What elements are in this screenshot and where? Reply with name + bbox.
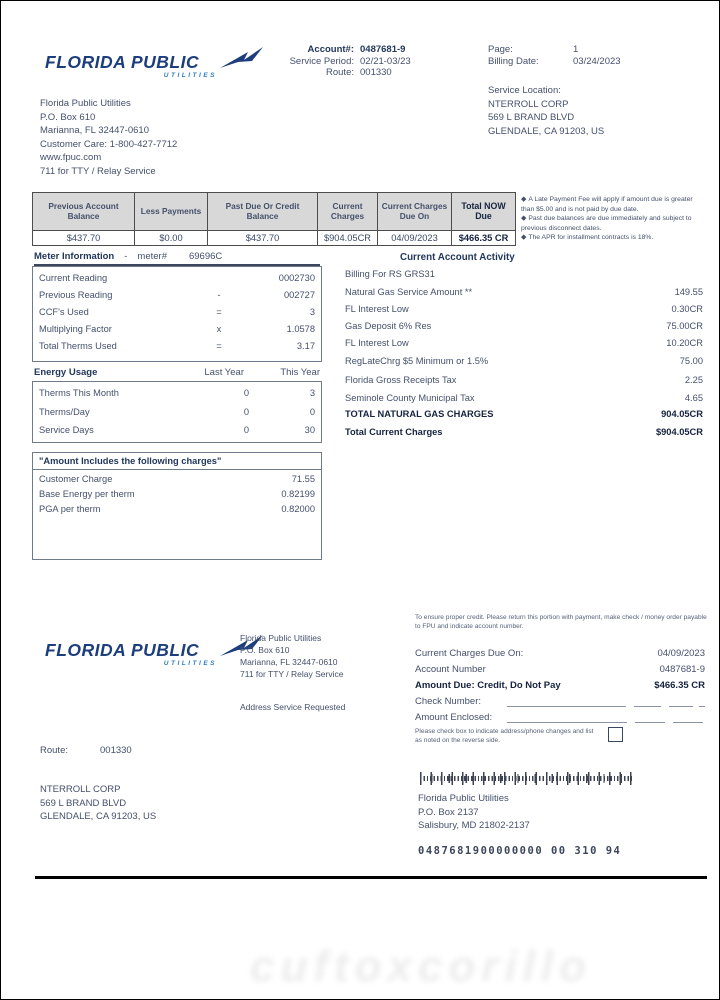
activity-row: FL Interest Low 10.20CR (345, 338, 703, 348)
account-number-label: Account#: (307, 44, 354, 55)
fpu-logo-subtext: UTILITIES (163, 72, 217, 79)
check-number-field[interactable] (699, 696, 705, 707)
total-now-due-value: $466.35 CR (452, 231, 516, 246)
this-year-col: This Year (280, 367, 320, 378)
address-change-note: Please check box to indicate address/phone changes and list as noted on the reverse side. (415, 728, 594, 744)
billing-date-value: 03/24/2023 (573, 55, 621, 67)
activity-row: Billing For RS GRS31 (345, 269, 435, 279)
fpu-logo-text: FLORIDA PUBLIC (45, 640, 200, 660)
remit-instructions: To ensure proper credit. Please return this portion with payment, make check / money order payable to FPU and indicate account number. (415, 614, 707, 630)
activity-total-row: TOTAL NATURAL GAS CHARGES 904.05CR (345, 409, 703, 419)
service-period-label: Service Period: (289, 55, 354, 67)
check-number-field[interactable] (634, 696, 662, 707)
remit-address-line: Salisbury, MD 21802-2137 (418, 820, 530, 831)
stub-company-line: Florida Public Utilities (240, 633, 322, 643)
check-number-field[interactable] (507, 696, 626, 707)
meter-info-header (34, 251, 320, 266)
meter-row: CCF's Used = 3 (39, 307, 315, 317)
company-address-line: P.O. Box 610 (40, 111, 96, 123)
activity-row: Gas Deposit 6% Res 75.00CR (345, 321, 703, 331)
col-current-charges: Current Charges (318, 193, 378, 231)
amount-enclosed-label: Amount Enclosed: (415, 712, 493, 723)
service-location-line: GLENDALE, CA 91203, US (488, 125, 605, 137)
amount-enclosed-field[interactable] (507, 712, 627, 723)
included-charge-row: PGA per therm 0.82000 (39, 504, 315, 514)
stub-route-label: Route: (40, 745, 68, 756)
current-charges-value: $904.05CR (318, 231, 378, 246)
energy-usage-title: Energy Usage (34, 367, 98, 378)
page-info-block (488, 44, 668, 67)
page-value: 1 (573, 44, 579, 55)
ocr-scan-line: 0487681900000000 00 310 94 (418, 845, 622, 857)
account-activity-title: Current Account Activity (400, 252, 515, 263)
meter-number-value: 69696C (188, 251, 223, 262)
meter-info-title: Meter Information (34, 251, 115, 262)
meter-row: Previous Reading - 002727 (39, 290, 315, 300)
tty-relay-line: 711 for TTY / Relay Service (40, 165, 156, 177)
balance-summary-table (32, 192, 516, 246)
charges-due-on-value: 04/09/2023 (378, 231, 452, 246)
stub-company-line: 711 for TTY / Relay Service (240, 669, 344, 679)
meter-row: Current Reading 0002730 (39, 273, 315, 283)
company-address-line: Marianna, FL 32447-0610 (40, 125, 149, 136)
route-value: 001330 (360, 67, 392, 78)
activity-row: RegLateChrg $5 Minimum or 1.5% 75.00 (345, 356, 703, 366)
fpu-logo-stub (45, 640, 245, 682)
check-number-field[interactable] (669, 696, 693, 707)
past-due-value: $437.70 (208, 231, 318, 246)
activity-row: Natural Gas Service Amount ** 149.55 (345, 287, 703, 297)
account-number-value: 0487681-9 (360, 44, 406, 55)
meter-readings-box (32, 266, 322, 362)
fpu-logo (45, 52, 245, 94)
stub-company-address (240, 632, 343, 680)
service-period-value: 02/21-03/23 (360, 55, 411, 67)
included-charge-row: Base Energy per therm 0.82199 (39, 489, 315, 499)
activity-row: Florida Gross Receipts Tax 2.25 (345, 375, 703, 385)
stub-company-line: P.O. Box 610 (240, 645, 290, 655)
meter-row: Total Therms Used = 3.17 (39, 341, 315, 351)
account-info-block (282, 44, 411, 79)
stub-route-value: 001330 (100, 745, 132, 756)
customer-address-line: GLENDALE, CA 91203, US (40, 811, 157, 822)
col-past-due: Past Due Or Credit Balance (208, 193, 318, 231)
service-location-line: NTERROLL CORP (488, 98, 569, 110)
meter-info-dash: - (124, 251, 128, 262)
note-late-payment: ◆ A Late Payment Fee will apply if amount due is greater than $5.00 and is not paid by due date. (521, 196, 693, 213)
included-charges-box (32, 452, 322, 560)
company-address-block (40, 97, 177, 178)
service-location-block (488, 84, 604, 138)
col-less-payments: Less Payments (135, 193, 208, 231)
meter-row: Multiplying Factor x 1.0578 (39, 324, 315, 334)
last-year-col: Last Year (204, 367, 244, 378)
company-address-line: Florida Public Utilities (40, 98, 131, 109)
energy-usage-header (34, 367, 320, 378)
stub-divider-line (35, 876, 707, 879)
stub-customer-address (40, 783, 156, 824)
service-location-label: Service Location: (488, 85, 561, 96)
address-change-checkbox[interactable] (608, 727, 623, 742)
stub-due-date-row: Current Charges Due On: 04/09/2023 (415, 648, 705, 659)
activity-grand-total-row: Total Current Charges $904.05CR (345, 427, 703, 437)
billing-date-label: Billing Date: (488, 55, 539, 67)
route-label: Route: (326, 67, 354, 78)
check-number-row (415, 696, 705, 708)
included-charges-title: "Amount Includes the following charges" (33, 453, 321, 470)
check-number-label: Check Number: (415, 696, 481, 707)
activity-row: Seminole County Municipal Tax 4.65 (345, 393, 703, 403)
energy-row: Service Days 0 30 (39, 425, 315, 435)
amount-enclosed-field[interactable] (635, 712, 665, 723)
customer-address-line: NTERROLL CORP (40, 784, 121, 795)
customer-address-line: 569 L BRAND BLVD (40, 797, 127, 809)
less-payments-value: $0.00 (135, 231, 208, 246)
activity-row: FL Interest Low 0.30CR (345, 304, 703, 314)
company-website: www.fpuc.com (40, 152, 102, 163)
company-address-line: Customer Care: 1-800-427-7712 (40, 138, 178, 150)
fpu-logo-subtext: UTILITIES (163, 660, 217, 667)
fpu-logo-text: FLORIDA PUBLIC (45, 52, 200, 72)
address-service-requested: Address Service Requested (240, 702, 346, 712)
imb-barcode (420, 772, 632, 785)
energy-row: Therms/Day 0 0 (39, 406, 315, 417)
note-past-due: ◆ Past due balances are due immediately and subject to previous disconnect dates. (521, 215, 692, 232)
stub-account-number-row: Account Number 0487681-9 (415, 664, 705, 675)
remit-to-address (418, 792, 530, 833)
col-previous-balance: Previous Account Balance (33, 193, 135, 231)
col-total-now-due: Total NOW Due (452, 193, 516, 231)
amount-enclosed-field[interactable] (673, 712, 703, 723)
included-charge-row: Customer Charge 71.55 (39, 474, 315, 484)
previous-balance-value: $437.70 (33, 231, 135, 246)
meter-number-label: meter# (137, 251, 167, 262)
energy-usage-box (32, 381, 322, 443)
col-charges-due-on: Current Charges Due On (378, 193, 452, 231)
stub-company-line: Marianna, FL 32447-0610 (240, 657, 338, 667)
remit-address-line: Florida Public Utilities (418, 793, 509, 804)
service-location-line: 569 L BRAND BLVD (488, 112, 575, 123)
stub-route-row (40, 744, 132, 758)
note-apr: ◆ The APR for installment contracts is 18%. (521, 234, 654, 242)
remit-address-line: P.O. Box 2137 (418, 806, 479, 818)
energy-row: Therms This Month 0 3 (39, 388, 315, 398)
page-label: Page: (488, 44, 513, 55)
late-payment-notes (521, 195, 707, 243)
faint-watermark: cuftoxcorillo (250, 942, 593, 991)
amount-enclosed-row (415, 712, 705, 724)
bird-swoosh-icon (218, 46, 264, 70)
stub-amount-due-row: Amount Due: Credit, Do Not Pay $466.35 CR (415, 680, 705, 691)
